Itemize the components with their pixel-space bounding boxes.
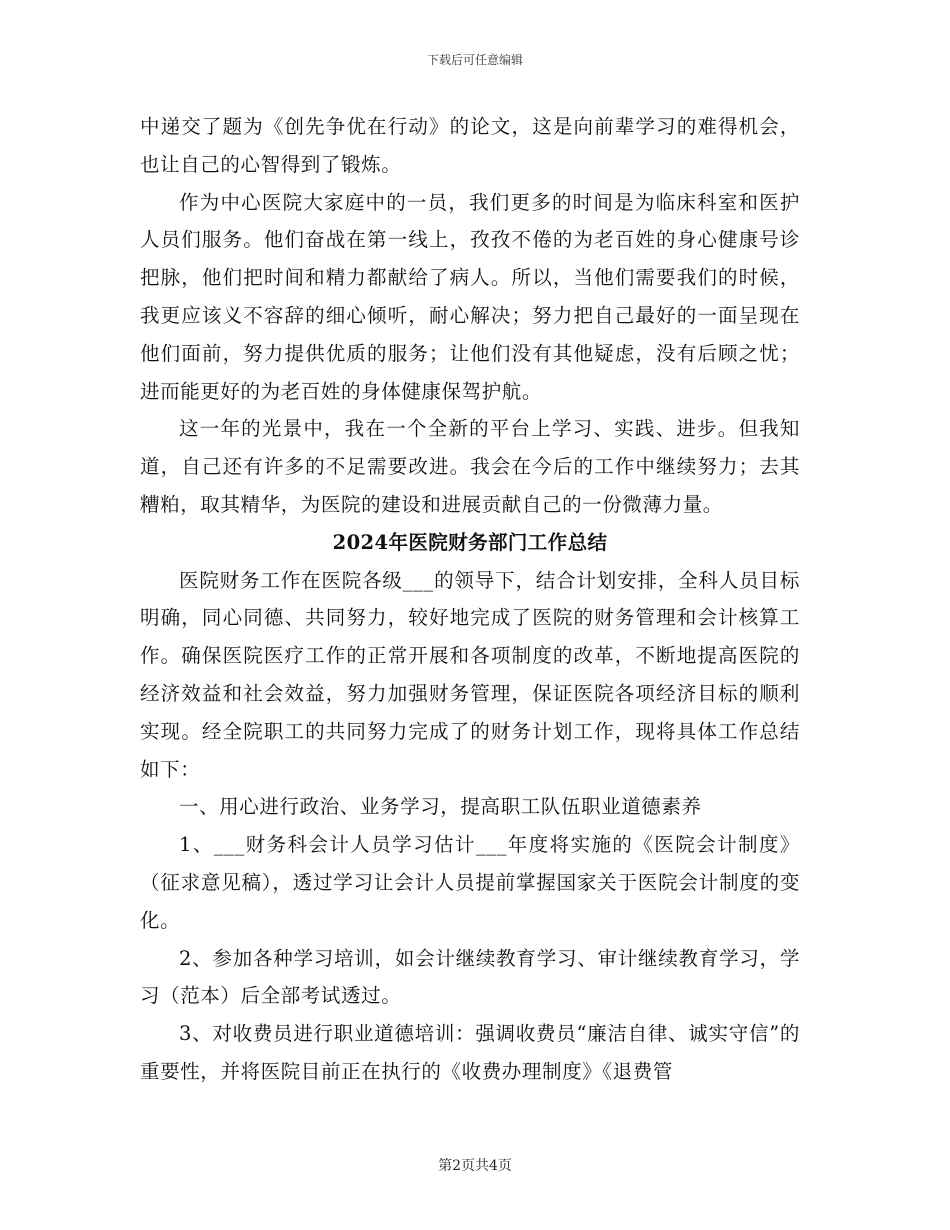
heading-part-one: 一、用心进行政治、业务学习，提高职工队伍职业道德素养 (179, 795, 702, 819)
document-body (140, 108, 800, 1091)
list-item-1: 1、___财务科会计人员学习估计___年度将实施的《医院会计制度》（征求意见稿），透过学习让会计人员提前掌握国家关于医院会计制度的变化。 (140, 833, 800, 932)
page-number: 第2页共4页 (438, 1158, 512, 1174)
page-header: 下载后可任意编辑 (426, 53, 523, 67)
list-item-2: 2、参加各种学习培训，如会计继续教育学习、审计继续教育学习，学习（范本）后全部考试透过。 (140, 946, 800, 1008)
paragraph-intro: 医院财务工作在医院各级___的领导下，结合计划安排，全科人员目标明确，同心同德、共同努力，较好地完成了医院的财务管理和会计核算工作。确保医院医疗工作的正常开展和各项制度的改革，不断地提高医院的经济效益和社会效益，努力加强财务管理，保证医院各项经济目标的顺利实现。经全院职工的共同努力完成了的财务计划工作，现将具体工作总结如下： (140, 568, 800, 781)
paragraph-reflection: 这一年的光景中，我在一个全新的平台上学习、实践、进步。但我知道，自己还有许多的不足需要改进。我会在今后的工作中继续努力；去其糟粕，取其精华，为医院的建设和进展贡献自己的一份微薄力量。 (140, 417, 800, 516)
paragraph-service: 作为中心医院大家庭中的一员，我们更多的时间是为临床科室和医护人员们服务。他们奋战在第一线上，孜孜不倦的为老百姓的身心健康号诊把脉，他们把时间和精力都献给了病人。所以，当他们需要我们的时候，我更应该义不容辞的细心倾听，耐心解决；努力把自己最好的一面呈现在他们面前，努力提供优质的服务；让他们没有其他疑虑，没有后顾之忧；进而能更好的为老百姓的身体健康保驾护航。 (140, 190, 800, 403)
list-item-3: 3、对收费员进行职业道德培训：强调收费员“廉洁自律、诚实守信”的重要性，并将医院目前正在执行的《收费办理制度》《退费管 (140, 1022, 800, 1083)
section-title: 2024年医院财务部门工作总结 (332, 530, 608, 554)
paragraph-continuation: 中递交了题为《创先争优在行动》的论文，这是向前辈学习的难得机会，也让自己的心智得到了锻炼。 (140, 115, 800, 176)
